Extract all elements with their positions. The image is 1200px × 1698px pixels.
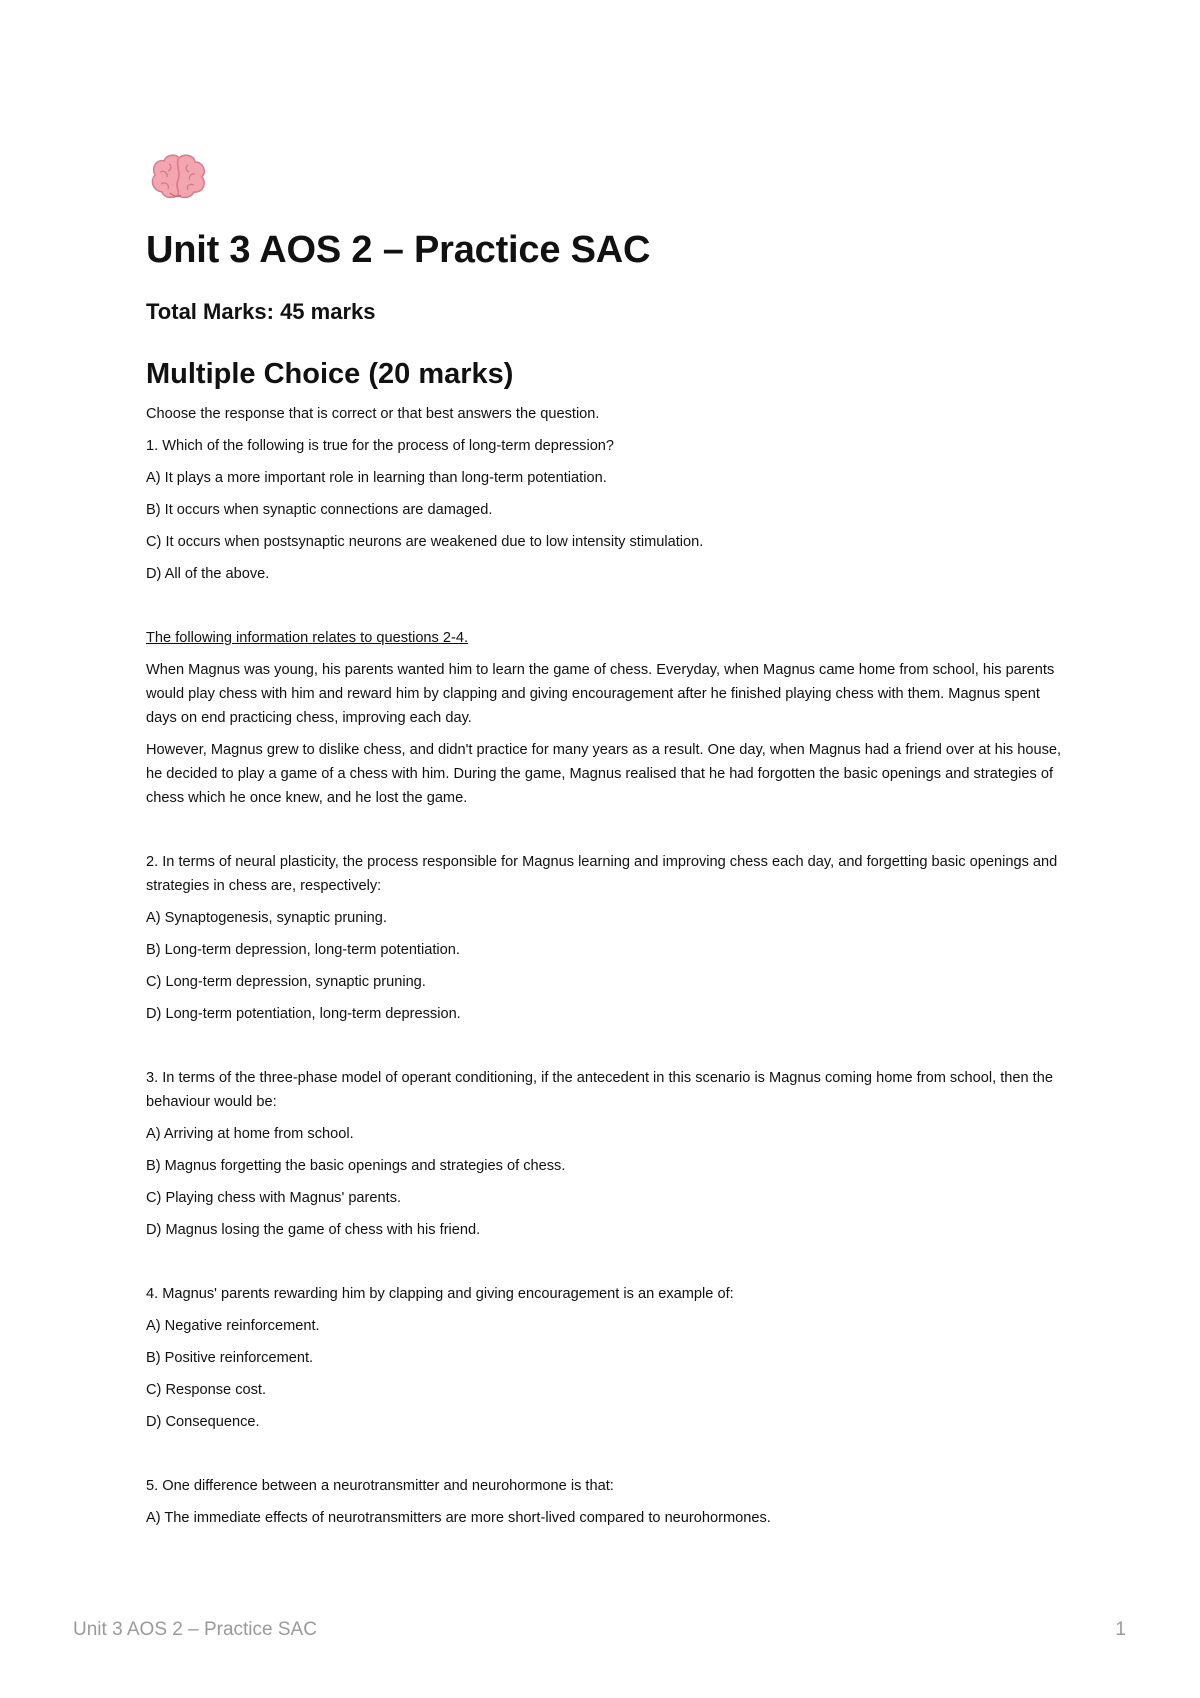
question-stem: 5. One difference between a neurotransmitter and neurohormone is that: (146, 1478, 614, 1494)
answer-option: C) It occurs when postsynaptic neurons are weakened due to low intensity stimulation. (146, 534, 704, 550)
brain-icon (148, 152, 208, 202)
stimulus-heading: The following information relates to questions 2-4. (146, 630, 469, 646)
answer-option: C) Long-term depression, synaptic pruning. (146, 974, 426, 990)
answer-option: A) Arriving at home from school. (146, 1126, 354, 1142)
answer-option: D) Long-term potentiation, long-term depression. (146, 1006, 461, 1022)
answer-option: A) It plays a more important role in learning than long-term potentiation. (146, 470, 607, 486)
answer-option: A) The immediate effects of neurotransmitters are more short-lived compared to neurohormones. (146, 1510, 771, 1526)
answer-option: D) Consequence. (146, 1414, 260, 1430)
answer-option: C) Response cost. (146, 1382, 267, 1398)
answer-option: B) Magnus forgetting the basic openings and strategies of chess. (146, 1158, 566, 1174)
answer-option: A) Negative reinforcement. (146, 1318, 320, 1334)
question-4 (146, 1282, 1066, 1434)
document-title: Unit 3 AOS 2 – Practice SAC (146, 229, 651, 271)
total-marks: Total Marks: 45 marks (146, 299, 376, 324)
answer-option: C) Playing chess with Magnus' parents. (146, 1190, 402, 1206)
answer-option: D) Magnus losing the game of chess with his friend. (146, 1222, 481, 1238)
question-3 (146, 1066, 1066, 1242)
section-heading: Multiple Choice (20 marks) (146, 358, 514, 390)
answer-option: B) It occurs when synaptic connections are damaged. (146, 502, 493, 518)
question-stem: 2. In terms of neural plasticity, the process responsible for Magnus learning and improving chess each day, and forgetting basic openings and strategies in chess are, respectively: (146, 854, 1058, 894)
answer-option: B) Positive reinforcement. (146, 1350, 314, 1366)
question-2 (146, 850, 1066, 1026)
answer-option: D) All of the above. (146, 566, 270, 582)
answer-option: B) Long-term depression, long-term potentiation. (146, 942, 460, 958)
stimulus-block (146, 626, 1066, 810)
instruction: Choose the response that is correct or that best answers the question. (146, 406, 600, 422)
question-5 (146, 1474, 1066, 1530)
question-stem: 3. In terms of the three-phase model of operant conditioning, if the antecedent in this scenario is Magnus coming home from school, then the behaviour would be: (146, 1070, 1053, 1110)
page-number: 1 (1115, 1619, 1126, 1640)
footer-title: Unit 3 AOS 2 – Practice SAC (73, 1619, 317, 1640)
question-stem: 1. Which of the following is true for the process of long-term depression? (146, 438, 615, 454)
document-body (146, 152, 1066, 1530)
answer-option: A) Synaptogenesis, synaptic pruning. (146, 910, 387, 926)
question-1 (146, 434, 1066, 586)
stimulus-paragraph: When Magnus was young, his parents wanted him to learn the game of chess. Everyday, when Magnus came home from school, his parents would play chess with him and reward him by clapping and giving encouragement after he finished playing chess with them. Magnus spent days on end practicing chess, improving each day. (146, 662, 1055, 726)
stimulus-paragraph: However, Magnus grew to dislike chess, and didn't practice for many years as a result. One day, when Magnus had a friend over at his house, he decided to play a game of a chess with him. During the game, Magnus realised that he had forgotten the basic openings and strategies of chess which he once knew, and he lost the game. (146, 742, 1062, 806)
question-stem: 4. Magnus' parents rewarding him by clapping and giving encouragement is an example of: (146, 1286, 734, 1302)
